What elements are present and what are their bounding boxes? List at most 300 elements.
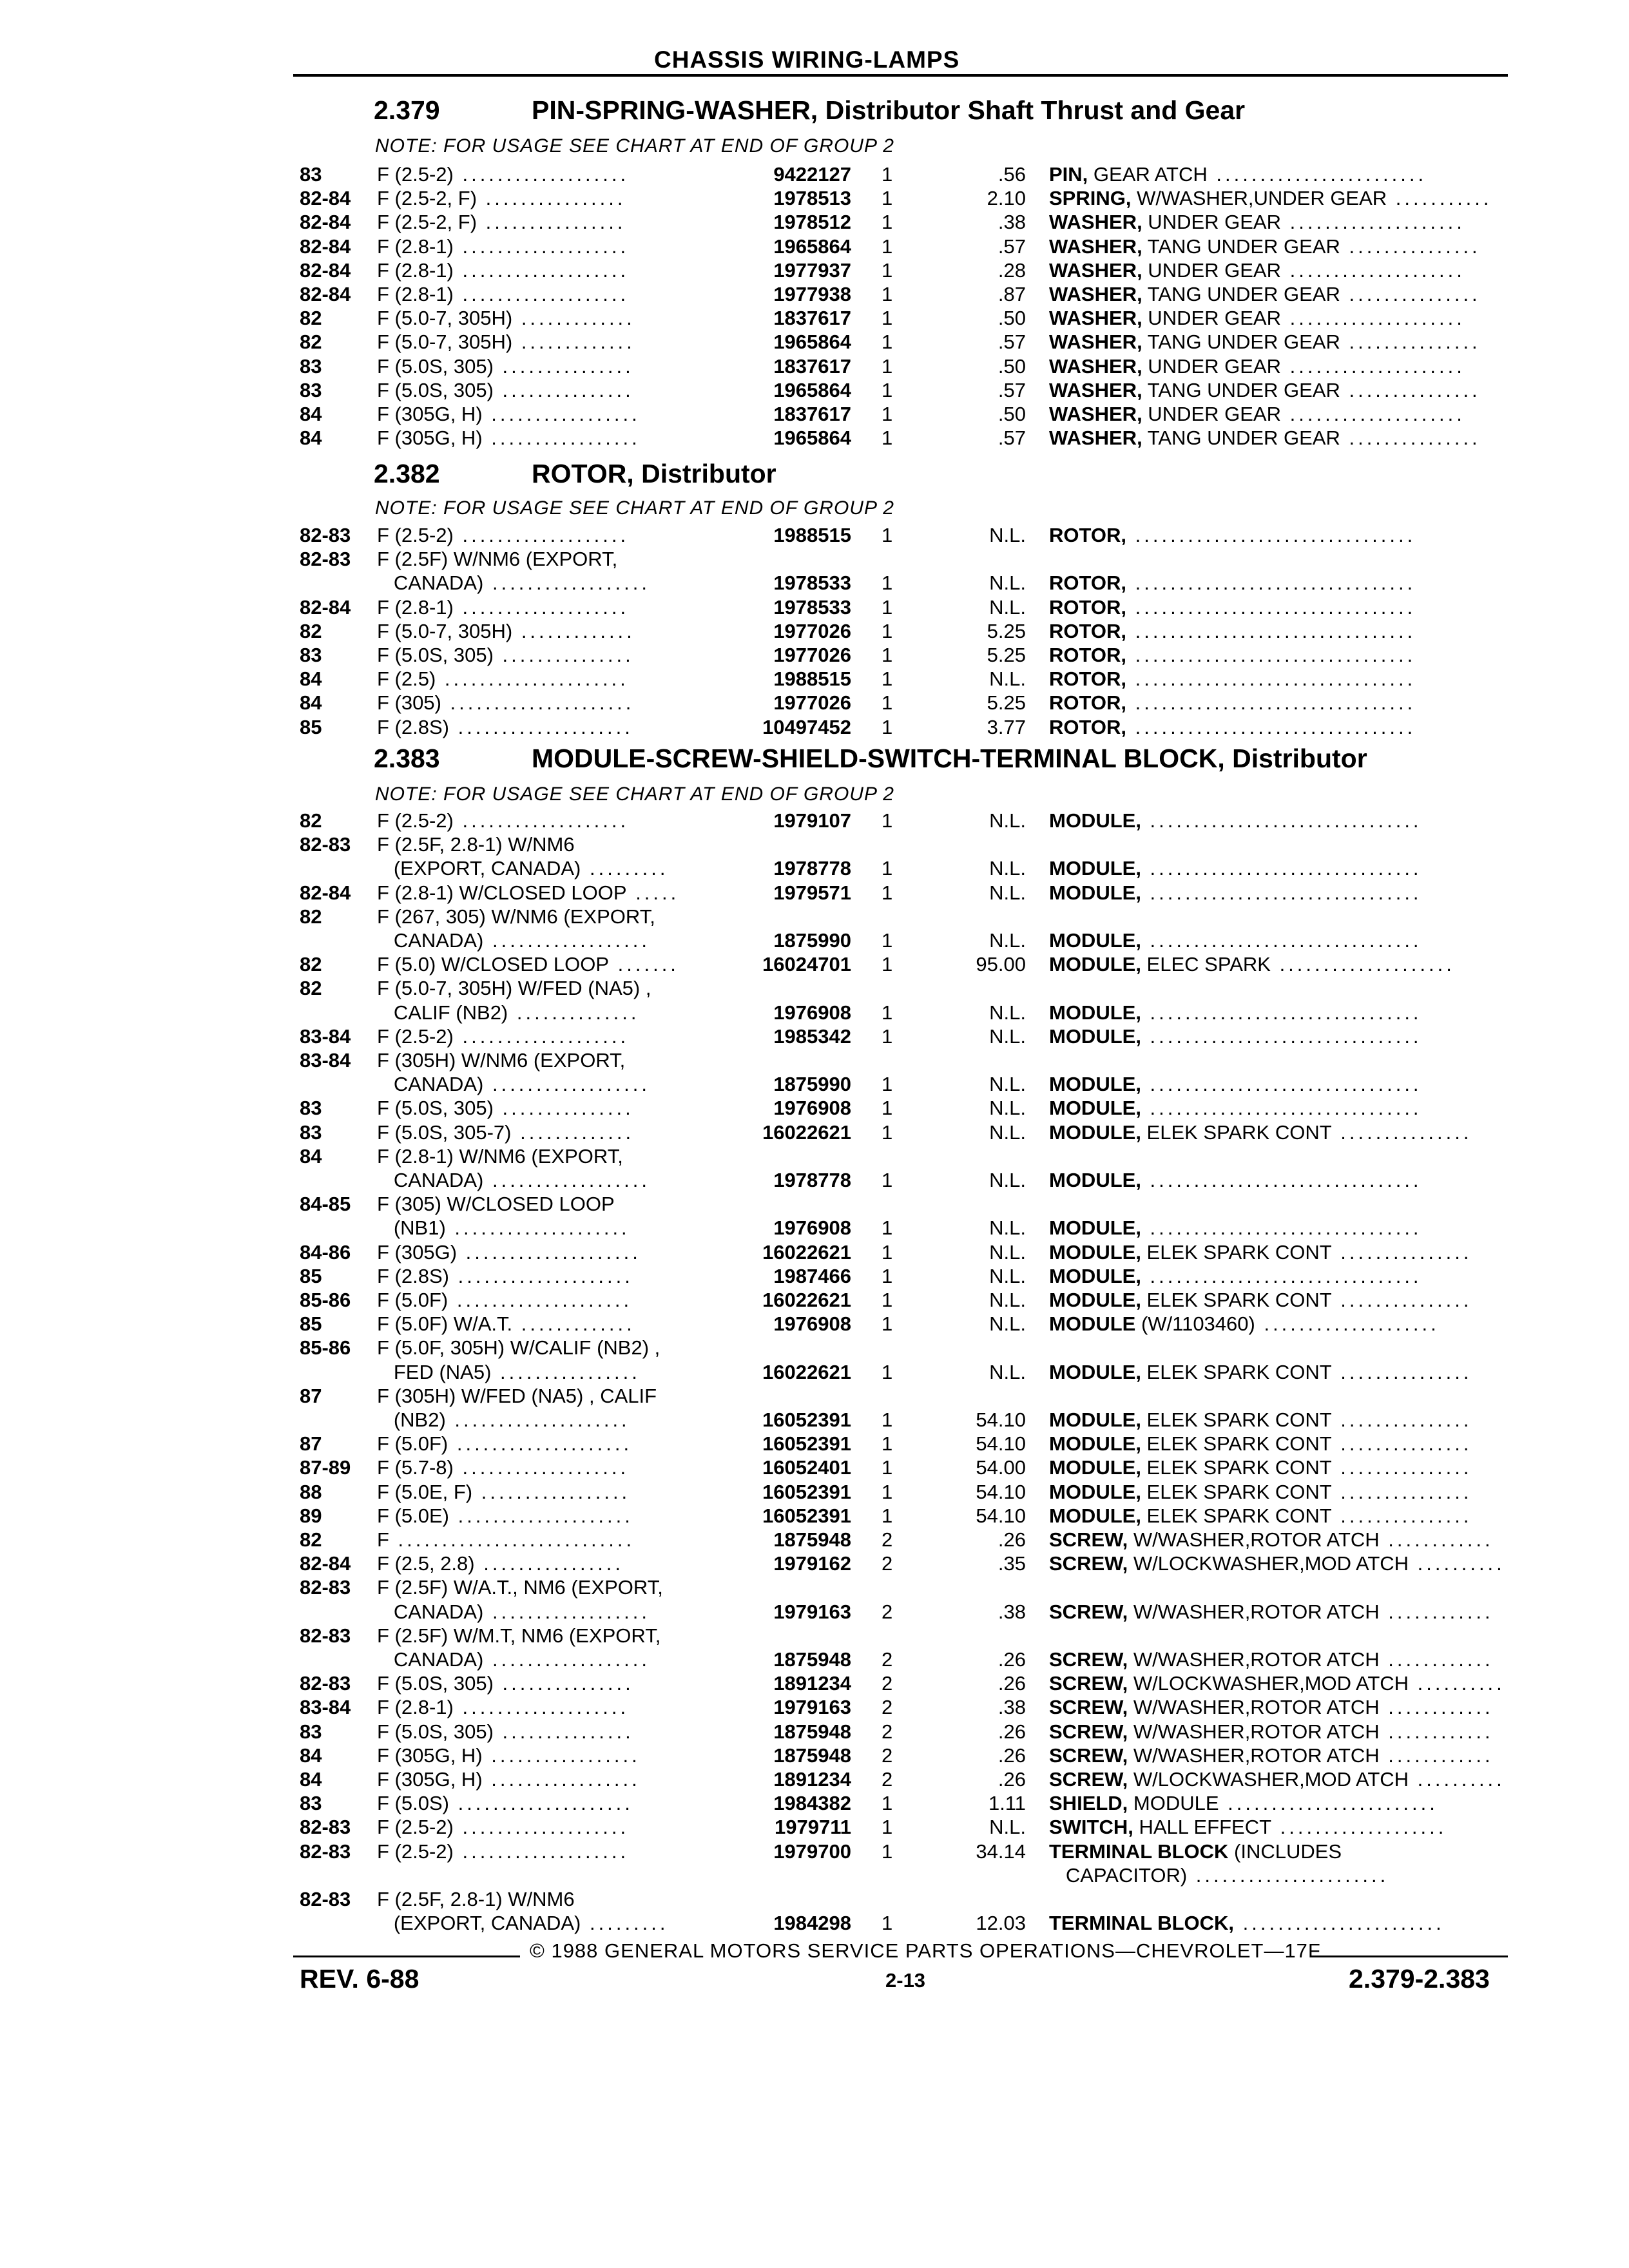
leader-dots: ............ — [1379, 1600, 1494, 1623]
application-text: F (2.5F) W/A.T., NM6 (EXPORT, — [377, 1576, 663, 1599]
model-year: 82-84 — [300, 235, 351, 258]
application — [377, 186, 626, 210]
part-number: 1977938 — [773, 283, 851, 305]
part-name: MODULE, — [1049, 1432, 1141, 1456]
part-number: 1979107 — [773, 809, 851, 832]
application — [377, 1384, 657, 1408]
part-number: 1965864 — [773, 427, 851, 450]
leader-dots: ....................... — [1234, 1912, 1445, 1935]
part-number: 1875948 — [773, 1744, 851, 1767]
leader-dots: ..................... — [441, 691, 635, 715]
application — [377, 282, 629, 306]
description — [1049, 1072, 1422, 1096]
application-text: F (2.8-1) — [377, 258, 454, 282]
part-number: 1978533 — [773, 572, 851, 595]
parts-row — [0, 235, 1629, 258]
model-year: 82-84 — [300, 187, 351, 210]
model-year: 85-86 — [300, 1336, 351, 1360]
leader-dots: ................ — [474, 1552, 624, 1575]
application — [377, 1624, 660, 1648]
application-text: F (5.0S, 305) — [377, 1672, 494, 1695]
application — [377, 619, 635, 643]
parts-row — [0, 976, 1629, 1000]
application — [377, 235, 629, 258]
part-number: 1979162 — [773, 1552, 851, 1575]
leader-dots: ................................ — [1126, 668, 1416, 691]
application-text: F (2.5-2) — [377, 1816, 454, 1839]
page-number: 2-13 — [885, 1969, 926, 1992]
parts-row — [0, 856, 1629, 880]
part-name: MODULE, — [1049, 1264, 1141, 1287]
part-detail: ELEK SPARK CONT — [1141, 1408, 1332, 1431]
leader-dots: ............................... — [1141, 1169, 1422, 1191]
part-detail: (INCLUDES — [1228, 1840, 1342, 1863]
quantity: 1 — [882, 691, 893, 715]
model-year: 82-84 — [300, 1552, 351, 1575]
quantity: 1 — [882, 1240, 893, 1264]
application-text: F (305H) W/FED (NA5) , CALIF — [377, 1384, 657, 1407]
leader-dots: ................................ — [1126, 524, 1416, 546]
price: N.L. — [989, 1289, 1026, 1311]
application-text: F (2.8S) — [377, 1264, 449, 1287]
parts-row — [0, 1767, 1629, 1791]
part-name: WASHER, — [1049, 331, 1142, 354]
leader-dots: ............... — [1331, 1480, 1472, 1503]
model-year: 84 — [300, 1144, 322, 1168]
part-number: 1979711 — [775, 1816, 851, 1839]
application-text: F (2.5F) W/M.T, NM6 (EXPORT, — [377, 1624, 661, 1647]
parts-row — [0, 571, 1629, 595]
application — [377, 1408, 630, 1432]
quantity: 1 — [882, 1264, 893, 1287]
model-year: 82-84 — [300, 595, 351, 619]
price: N.L. — [989, 1169, 1026, 1191]
parts-row — [0, 1600, 1629, 1624]
application-text: F (5.0) W/CLOSED LOOP — [377, 953, 610, 976]
price: 54.00 — [976, 1456, 1026, 1479]
leader-dots: ................... — [453, 1456, 630, 1479]
description — [1049, 667, 1416, 691]
quantity: 1 — [882, 809, 893, 832]
leader-dots: .................... — [448, 1792, 633, 1815]
price: N.L. — [989, 1001, 1026, 1024]
part-number: 1976908 — [773, 1001, 851, 1024]
parts-row — [0, 1624, 1629, 1648]
application — [377, 1432, 632, 1456]
part-number: 1837617 — [773, 403, 851, 425]
application-text: F — [377, 1528, 389, 1551]
quantity: 2 — [882, 1744, 893, 1767]
application-text: CANADA) — [377, 1169, 484, 1191]
description — [1049, 1648, 1494, 1671]
application-text: F (5.0F, 305H) W/CALIF (NB2) , — [377, 1336, 660, 1360]
quantity: 1 — [882, 1169, 893, 1191]
quantity: 1 — [882, 1792, 893, 1815]
model-year: 82-83 — [300, 1816, 351, 1839]
part-name: WASHER, — [1049, 354, 1142, 378]
parts-row — [0, 1863, 1629, 1887]
application-text: F (2.5) — [377, 668, 436, 691]
description — [1049, 881, 1422, 905]
application-text: F (2.8S) — [377, 715, 449, 738]
part-name: MODULE, — [1049, 1097, 1141, 1120]
part-number: 16052391 — [762, 1408, 851, 1431]
description — [1049, 1815, 1447, 1839]
model-year: 85 — [300, 715, 322, 738]
section-subtitle: Distributor Shaft Thrust and Gear — [818, 95, 1246, 125]
part-detail: W/WASHER,UNDER GEAR — [1131, 187, 1387, 210]
price: N.L. — [989, 1073, 1026, 1096]
leader-dots: .................... — [448, 1432, 633, 1456]
application-text: F (5.0F) — [377, 1432, 448, 1456]
application-text: F (5.0S, 305) — [377, 644, 494, 666]
leader-dots: ................................ — [1126, 619, 1416, 642]
leader-dots: ............... — [1331, 1408, 1472, 1431]
application-text: F (2.8-1) — [377, 1696, 454, 1719]
part-number: 1984298 — [773, 1912, 851, 1935]
part-name: ROTOR, — [1049, 619, 1126, 642]
parts-row — [0, 402, 1629, 426]
parts-row — [0, 832, 1629, 856]
leader-dots: ................... — [453, 1696, 630, 1719]
part-name: SCREW, — [1049, 1768, 1128, 1791]
description — [1049, 235, 1481, 258]
part-number: 1977937 — [773, 258, 851, 282]
part-detail: ELEK SPARK CONT — [1141, 1480, 1332, 1503]
model-year: 82-84 — [300, 211, 351, 234]
description — [1049, 282, 1481, 306]
part-number: 1891234 — [773, 1672, 851, 1695]
part-name: ROTOR, — [1049, 691, 1126, 715]
part-number: 1988515 — [773, 668, 851, 691]
price: .26 — [998, 1528, 1026, 1551]
description — [1049, 856, 1422, 880]
price: .87 — [998, 283, 1026, 305]
leader-dots: .................. — [483, 1648, 651, 1671]
part-name: SCREW, — [1049, 1720, 1128, 1743]
description — [1049, 928, 1422, 952]
part-number: 1965864 — [773, 235, 851, 258]
part-name: ROTOR, — [1049, 572, 1126, 595]
parts-row — [0, 952, 1629, 976]
quantity: 1 — [882, 1816, 893, 1839]
quantity: 1 — [882, 1312, 893, 1336]
price: .26 — [998, 1768, 1026, 1791]
quantity: 1 — [882, 1456, 893, 1479]
part-name: WASHER, — [1049, 307, 1142, 330]
quantity: 1 — [882, 235, 893, 258]
parts-row — [0, 1168, 1629, 1192]
price: .26 — [998, 1720, 1026, 1743]
leader-dots: ........................ — [1219, 1792, 1438, 1815]
parts-row — [0, 186, 1629, 210]
application — [377, 1096, 634, 1120]
model-year: 82 — [300, 619, 322, 642]
part-number: 1875990 — [773, 929, 851, 952]
application — [377, 1552, 624, 1575]
part-detail: W/WASHER,ROTOR ATCH — [1128, 1648, 1380, 1671]
quantity: 1 — [882, 1120, 893, 1144]
description — [1049, 1791, 1438, 1815]
application-text: (EXPORT, CANADA) — [377, 857, 581, 880]
leader-dots: ................... — [453, 1024, 630, 1048]
part-number: 1977026 — [773, 619, 851, 642]
part-number: 1978778 — [773, 857, 851, 880]
price: 1.11 — [988, 1792, 1026, 1815]
application-text: F (305G, H) — [377, 1768, 483, 1791]
model-year: 84 — [300, 691, 322, 715]
part-detail: TANG UNDER GEAR — [1142, 378, 1340, 401]
section-title: PIN-SPRING-WASHER, — [532, 95, 818, 125]
model-year: 82-84 — [300, 881, 351, 904]
copyright-text: © 1988 GENERAL MOTORS SERVICE PARTS OPERATIONS—CHEVROLET—17F — [530, 1939, 1321, 1962]
part-detail: UNDER GEAR — [1142, 258, 1281, 282]
application — [377, 667, 629, 691]
application-text: (NB2) — [377, 1408, 446, 1431]
part-name: SHIELD, — [1049, 1792, 1128, 1815]
part-name: MODULE, — [1049, 1240, 1141, 1264]
application — [377, 976, 651, 1000]
section-heading — [374, 95, 1245, 126]
application-text: F (305G, H) — [377, 403, 483, 425]
price: 3.77 — [987, 715, 1026, 738]
application — [377, 1767, 641, 1791]
leader-dots: .................... — [1281, 403, 1465, 425]
description — [1049, 1911, 1445, 1935]
application-text: F (5.0E, F) — [377, 1480, 473, 1503]
leader-dots: ................. — [482, 1768, 641, 1791]
model-year: 84-86 — [300, 1240, 351, 1264]
model-year: 82 — [300, 331, 322, 354]
leader-dots: ............................... — [1141, 1097, 1422, 1120]
leader-dots: ......... — [581, 1912, 669, 1935]
application-text: F (2.8-1) — [377, 595, 454, 619]
leader-dots: ............. — [512, 331, 635, 354]
description — [1049, 1456, 1472, 1479]
price: N.L. — [989, 668, 1026, 691]
description — [1049, 952, 1455, 976]
model-year: 82-83 — [300, 524, 351, 546]
section-title: ROTOR, — [532, 459, 634, 488]
application-text: CANADA) — [377, 572, 484, 595]
part-name: MODULE, — [1049, 1504, 1141, 1527]
quantity: 1 — [882, 953, 893, 976]
description — [1049, 1720, 1494, 1744]
part-number: 1978778 — [773, 1169, 851, 1191]
application-text: F (2.5-2, F) — [377, 187, 477, 210]
part-name: MODULE — [1049, 1312, 1136, 1336]
price: N.L. — [989, 1216, 1026, 1240]
part-detail: ELEK SPARK CONT — [1141, 1432, 1332, 1456]
application-text: F (5.0F) W/A.T. — [377, 1312, 513, 1336]
leader-dots: .................... — [448, 1264, 633, 1287]
price: N.L. — [989, 1264, 1026, 1287]
parts-row — [0, 1504, 1629, 1528]
application-text: FED (NA5) — [377, 1360, 492, 1383]
model-year: 85 — [300, 1312, 322, 1336]
part-name: MODULE, — [1049, 809, 1141, 832]
part-name: ROTOR, — [1049, 644, 1126, 666]
leader-dots: .................. — [483, 572, 651, 595]
model-year: 82-84 — [300, 283, 351, 305]
leader-dots: ............ — [1379, 1696, 1494, 1719]
application-text: F (305G, H) — [377, 427, 483, 450]
application — [377, 1144, 623, 1168]
model-year: 83 — [300, 354, 322, 378]
description — [1049, 1552, 1505, 1575]
quantity: 1 — [882, 1024, 893, 1048]
leader-dots: ................. — [482, 427, 641, 450]
price: N.L. — [989, 1120, 1026, 1144]
part-number: 16022621 — [762, 1240, 851, 1264]
part-name: SWITCH, — [1049, 1816, 1133, 1839]
price: N.L. — [989, 572, 1026, 595]
application-text: F (5.0E) — [377, 1504, 449, 1527]
price: .26 — [998, 1648, 1026, 1671]
model-year: 84 — [300, 1768, 322, 1791]
price: N.L. — [989, 1816, 1026, 1839]
application — [377, 1168, 650, 1192]
description — [1049, 1600, 1494, 1624]
price: .57 — [998, 331, 1026, 354]
part-number: 1976908 — [773, 1097, 851, 1120]
section-number: 2.379 — [374, 95, 440, 125]
part-detail: W/LOCKWASHER,MOD ATCH — [1128, 1552, 1409, 1575]
parts-row — [0, 1552, 1629, 1575]
application-text: F (5.0-7, 305H) — [377, 619, 513, 642]
quantity: 2 — [882, 1552, 893, 1575]
description — [1049, 809, 1422, 832]
parts-row — [0, 1528, 1629, 1552]
parts-row — [0, 523, 1629, 547]
parts-row — [0, 162, 1629, 186]
leader-dots: ............................... — [1141, 929, 1422, 952]
parts-row — [0, 928, 1629, 952]
leader-dots: .................... — [448, 1504, 633, 1527]
description — [1049, 402, 1465, 426]
part-number: 1978513 — [773, 187, 851, 210]
leader-dots: ............... — [1331, 1360, 1472, 1383]
leader-dots: ............... — [1331, 1504, 1472, 1527]
quantity: 1 — [882, 929, 893, 952]
leader-dots: ................................ — [1126, 715, 1416, 738]
quantity: 1 — [882, 1360, 893, 1383]
parts-row — [0, 306, 1629, 330]
part-number: 9422127 — [773, 163, 851, 186]
leader-dots: ....... — [609, 953, 679, 976]
quantity: 1 — [882, 1073, 893, 1096]
part-name: ROTOR, — [1049, 595, 1126, 619]
part-name: SCREW, — [1049, 1696, 1128, 1719]
footer-rule-right — [1311, 1956, 1508, 1957]
parts-row — [0, 1001, 1629, 1024]
part-detail: ELEK SPARK CONT — [1141, 1240, 1332, 1264]
part-detail: TANG UNDER GEAR — [1142, 331, 1340, 354]
parts-row — [0, 1432, 1629, 1456]
part-detail: GEAR ATCH — [1088, 163, 1208, 186]
parts-row — [0, 905, 1629, 928]
parts-row — [0, 258, 1629, 282]
parts-row — [0, 1144, 1629, 1168]
section-subtitle: Distributor — [1224, 744, 1367, 773]
part-name: ROTOR, — [1049, 715, 1126, 738]
leader-dots: ............... — [493, 644, 634, 666]
price: N.L. — [989, 881, 1026, 904]
part-number: 1978533 — [773, 595, 851, 619]
quantity: 1 — [882, 595, 893, 619]
application — [377, 571, 650, 595]
header-rule — [293, 74, 1508, 77]
model-year: 82 — [300, 307, 322, 330]
part-name: MODULE, — [1049, 1169, 1141, 1191]
price: N.L. — [989, 929, 1026, 952]
price: 5.25 — [987, 619, 1026, 642]
parts-row — [0, 1336, 1629, 1360]
application-text: F (2.5F, 2.8-1) W/NM6 — [377, 1888, 575, 1910]
part-detail: TANG UNDER GEAR — [1142, 427, 1340, 450]
leader-dots: ............... — [493, 1672, 634, 1695]
quantity: 2 — [882, 1528, 893, 1551]
quantity: 1 — [882, 1432, 893, 1456]
model-year: 85-86 — [300, 1289, 351, 1311]
page-header: CHASSIS WIRING-LAMPS — [654, 46, 960, 73]
leader-dots: ................... — [453, 1840, 630, 1863]
parts-row — [0, 1120, 1629, 1144]
application-text: F (5.0-7, 305H) W/FED (NA5) , — [377, 977, 651, 1000]
part-number: 16052401 — [762, 1456, 851, 1479]
price: N.L. — [989, 1097, 1026, 1120]
part-name: TERMINAL BLOCK, — [1049, 1912, 1235, 1935]
leader-dots: ............................... — [1141, 881, 1422, 904]
part-detail: ELEK SPARK CONT — [1141, 1360, 1332, 1383]
leader-dots: ................ — [491, 1360, 641, 1383]
parts-row — [0, 547, 1629, 571]
description — [1049, 186, 1492, 210]
application — [377, 905, 655, 928]
description — [1049, 1288, 1472, 1312]
application — [377, 1744, 641, 1767]
leader-dots: ............ — [1379, 1744, 1494, 1767]
model-year: 82-84 — [300, 258, 351, 282]
leader-dots: ................... — [453, 235, 630, 258]
parts-row — [0, 378, 1629, 402]
leader-dots: ................. — [482, 403, 641, 425]
quantity: 1 — [882, 1289, 893, 1311]
application — [377, 210, 626, 234]
model-year: 83 — [300, 163, 322, 186]
leader-dots: .................... — [1255, 1312, 1440, 1336]
parts-row — [0, 282, 1629, 306]
part-detail: W/WASHER,ROTOR ATCH — [1128, 1720, 1380, 1743]
application — [377, 306, 635, 330]
leader-dots: ............ — [1379, 1648, 1494, 1671]
application-text: F (5.0S, 305-7) — [377, 1120, 512, 1144]
leader-dots: ............................... — [1141, 1024, 1422, 1048]
application-text: F (5.0S, 305) — [377, 354, 494, 378]
application — [377, 952, 679, 976]
application-text: F (2.5-2, F) — [377, 211, 477, 234]
application-text: F (5.0S, 305) — [377, 1720, 494, 1743]
application-text: F (305) — [377, 691, 441, 715]
description — [1049, 1024, 1422, 1048]
quantity: 2 — [882, 1672, 893, 1695]
part-detail: HALL EFFECT — [1133, 1816, 1272, 1839]
price: .26 — [998, 1672, 1026, 1695]
part-number: 10497452 — [762, 715, 851, 738]
model-year: 82 — [300, 1528, 322, 1551]
application — [377, 354, 634, 378]
parts-row — [0, 643, 1629, 667]
